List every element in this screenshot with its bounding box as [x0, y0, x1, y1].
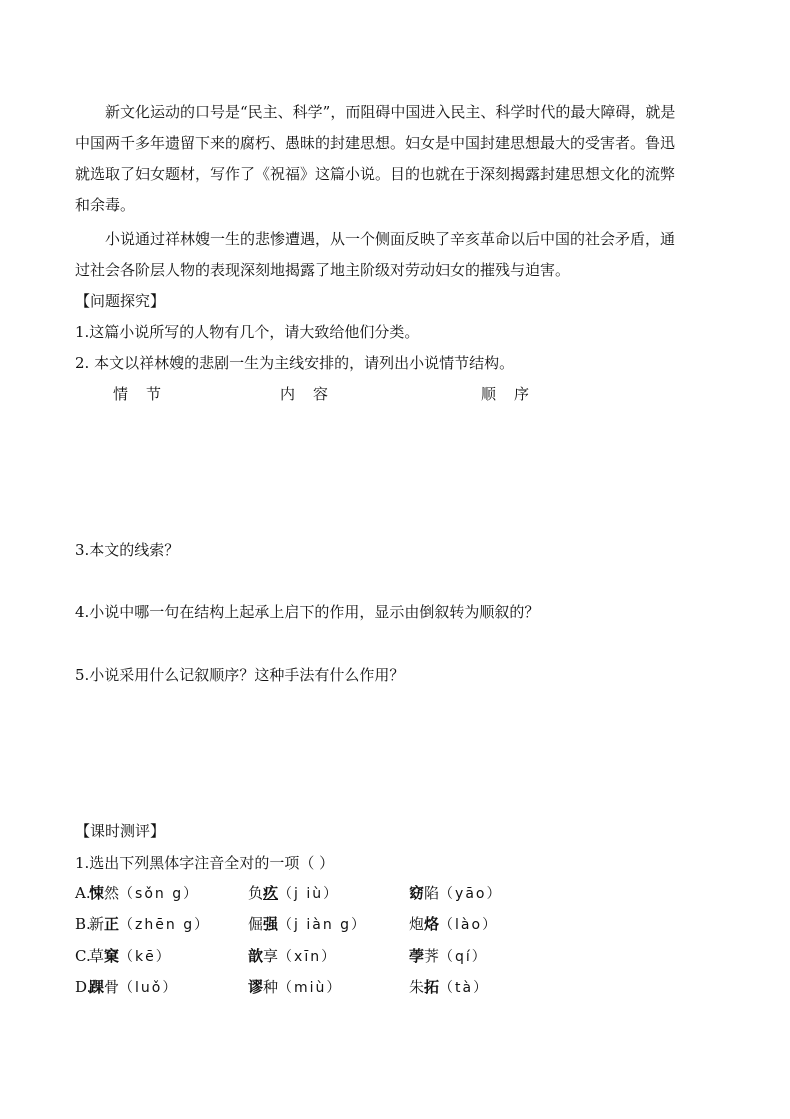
- option-d-item-2: 谬种（miù）: [248, 978, 343, 996]
- option-c-letter: C.: [75, 947, 91, 965]
- assessment-heading: 【课时测评】: [75, 822, 166, 840]
- option-a-item-1: 悚然（sǒn g）: [89, 884, 200, 902]
- option-d-item-1: 踝骨（luǒ）: [89, 978, 179, 996]
- option-c-item-1: 草窠（kē）: [89, 947, 172, 965]
- option-b-item-1: 新正（zhēn g）: [89, 915, 211, 933]
- inquiry-question-1: 1.这篇小说所写的人物有几个，请大致给他们分类。: [75, 323, 420, 341]
- assessment-question-1: 1.选出下列黑体字注音全对的一项（ ）: [75, 854, 335, 872]
- inquiry-question-5: 5.小说采用什么记叙顺序？这种手法有什么作用？: [75, 666, 405, 684]
- option-d-letter: D.: [75, 978, 92, 996]
- option-c-item-2: 歆享（xīn）: [248, 947, 338, 965]
- option-d-item-3: 朱拓（tà）: [409, 978, 490, 996]
- intro-paragraph-2-line-1: 小说通过祥林嫂一生的悲惨遭遇，从一个侧面反映了辛亥革命以后中国的社会矛盾，通: [105, 230, 676, 248]
- inquiry-question-4: 4.小说中哪一句在结构上起承上启下的作用，显示由倒叙转为顺叙的？: [75, 603, 540, 621]
- intro-paragraph-1-line-4: 和余毒。: [75, 196, 136, 214]
- inquiry-question-2: 2. 本文以祥林嫂的悲剧一生为主线安排的，请列出小说情节结构。: [75, 354, 515, 372]
- table-header-order: 顺序: [481, 385, 548, 403]
- option-a-letter: A.: [75, 884, 91, 902]
- option-b-item-2: 倔强（j iàn g）: [248, 915, 368, 933]
- option-b-item-3: 炮烙（lào）: [409, 915, 499, 933]
- option-b-letter: B.: [75, 915, 91, 933]
- intro-paragraph-1-line-1: 新文化运动的口号是“民主、科学”，而阻碍中国进入民主、科学时代的最大障碍，就是: [105, 103, 676, 121]
- option-a-item-2: 负疚（j iù）: [248, 884, 340, 902]
- option-a-item-3: 窈陷（yāo）: [409, 884, 503, 902]
- option-c-item-3: 荸荠（qí）: [409, 947, 488, 965]
- intro-paragraph-1-line-3: 就选取了妇女题材，写作了《祝福》这篇小说。目的也就在于深刻揭露封建思想文化的流弊: [75, 165, 676, 183]
- inquiry-question-3: 3.本文的线索？: [75, 541, 180, 559]
- table-header-plot: 情节: [113, 385, 180, 403]
- table-header-content: 内容: [280, 385, 347, 403]
- intro-paragraph-1-line-2: 中国两千多年遗留下来的腐朽、愚昧的封建思想。妇女是中国封建思想最大的受害者。鲁迅: [75, 134, 676, 152]
- inquiry-heading: 【问题探究】: [75, 292, 166, 310]
- intro-paragraph-2-line-2: 过社会各阶层人物的表现深刻地揭露了地主阶级对劳动妇女的摧残与迫害。: [75, 261, 571, 279]
